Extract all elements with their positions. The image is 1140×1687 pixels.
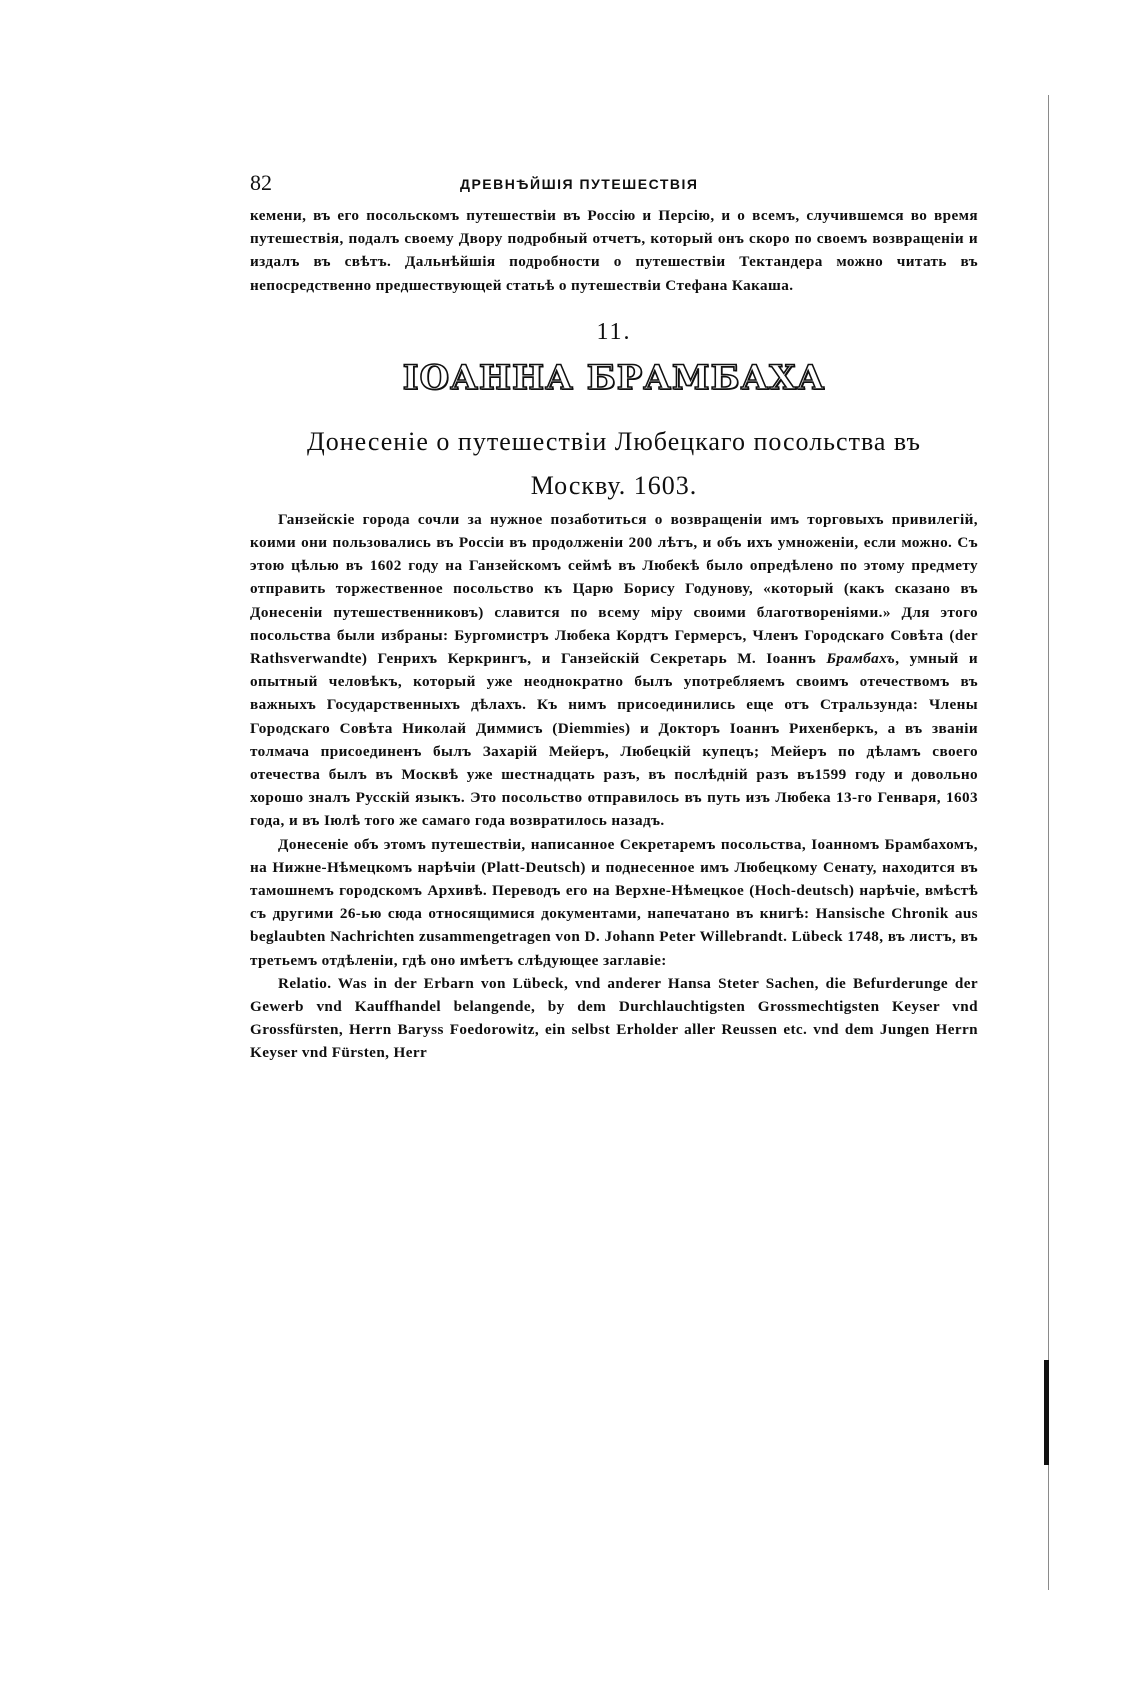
intro-text-before: Ганзейскіе города сочли за нужное позаботиться о возвращеніи имъ торговыхъ привилегій, коими они пользовались въ Россіи въ продолженіи 200 лѣтъ, и объ ихъ умноженіи, если можно. Съ этою цѣлью въ 1602 году на Ганзейскомъ сеймѣ въ Любекѣ было опредѣлено по этому предмету отправить торжественное посольство къ Царю Борису Годунову, «который (какъ сказано въ Донесеніи путешественниковъ) славится по всему міру своими благотвореніями.» Для этого посольства были избраны: Бургомистръ Любека Кордтъ Гермерсъ, Членъ Городскаго Совѣта (der Rathsverwandte) Генрихъ Керкрингъ, и Ганзейскій Секретарь М. Іоаннъ [250, 510, 978, 668]
subtitle-line-1: Донесеніе о путешествіи Любецкаго посольства въ [307, 426, 921, 456]
subtitle-line-2: Москву. 1603. [530, 470, 698, 500]
report-paragraph: Донесеніе объ этомъ путешествіи, написанное Секретаремъ посольства, Іоанномъ Брамбахомъ, на Нижне-Нѣмецкомъ нарѣчіи (Platt-Deutsch) и поднесенное имъ Любецкому Сенату, находится въ тамошнемъ городскомъ Архивѣ. Переводъ его на Верхне-Нѣмецкое (Hoch-deutsch) нарѣчіе, вмѣстѣ съ другими 26-ью сюда относящимися документами, напечатано въ книгѣ: Hansische Chronik aus beglaubten Nachrichten zusammengetragen von D. Johann Peter Willebrandt. Lübeck 1748, въ листъ, въ третьемъ отдѣленіи, гдѣ оно имѣетъ слѣдующее заглавіе: [250, 835, 978, 969]
running-head [250, 170, 978, 204]
intro-text-after: , умный и опытный человѣкъ, который уже неоднократно былъ употребляемъ своимъ отечествомъ въ важныхъ Государственныхъ дѣлахъ. Къ нимъ присоединились еще отъ Стральзунда: Члены Городскаго Совѣта Николай Диммисъ (Diemmies) и Докторъ Іоаннъ Рихенберкъ, а въ званіи толмача присоединенъ былъ Захарій Мейеръ, Любецкій купецъ; Мейеръ по дѣламъ своего отечества былъ въ Москвѣ уже шестнадцать разъ, въ послѣдній разъ въ1599 году и довольно хорошо зналъ Русскій языкъ. Это посольство отправилось въ путь изъ Любека 13-го Генваря, 1603 года, и въ Іюлѣ того же самаго года возвратилось назадъ. [250, 650, 978, 830]
book-page [250, 170, 978, 1065]
scan-margin-mark [1044, 1360, 1049, 1465]
intro-italic-name: Брамбахъ [826, 650, 896, 668]
section-author-heading: ІОАННА БРАМБАХА [402, 357, 826, 398]
running-title: ДРЕВНѢЙШІЯ ПУТЕШЕСТВІЯ [460, 176, 699, 192]
section-subtitle [250, 420, 978, 508]
section-number: 11. [596, 318, 632, 345]
page-number: 82 [250, 170, 272, 195]
intro-paragraph [250, 508, 978, 833]
continued-paragraph: кемени, въ его посольскомъ путешествіи въ Россію и Персію, и о всемъ, случившемся во время путешествія, подалъ своему Двору подробный отчетъ, который онъ скоро по своемъ возвращеніи и издалъ въ свѣтъ. Дальнѣйшія подробности о путешествіи Тектандера можно читать въ непосредственно предшествующей статьѣ о путешествіи Стефана Какаша. [250, 207, 978, 294]
relatio-paragraph: Relatio. Was in der Erbarn von Lübeck, vnd anderer Hansa Steter Sachen, die Befurderunge der Gewerb vnd Kauffhandel belangende, by dem Durchlauchtigsten Grossmechtigsten Keyser vnd Grossfürsten, Herrn Baryss Foedorowitz, ein selbst Erholder aller Reussen etc. vnd dem Jungen Herrn Keyser vnd Fürsten, Herr [250, 974, 978, 1062]
